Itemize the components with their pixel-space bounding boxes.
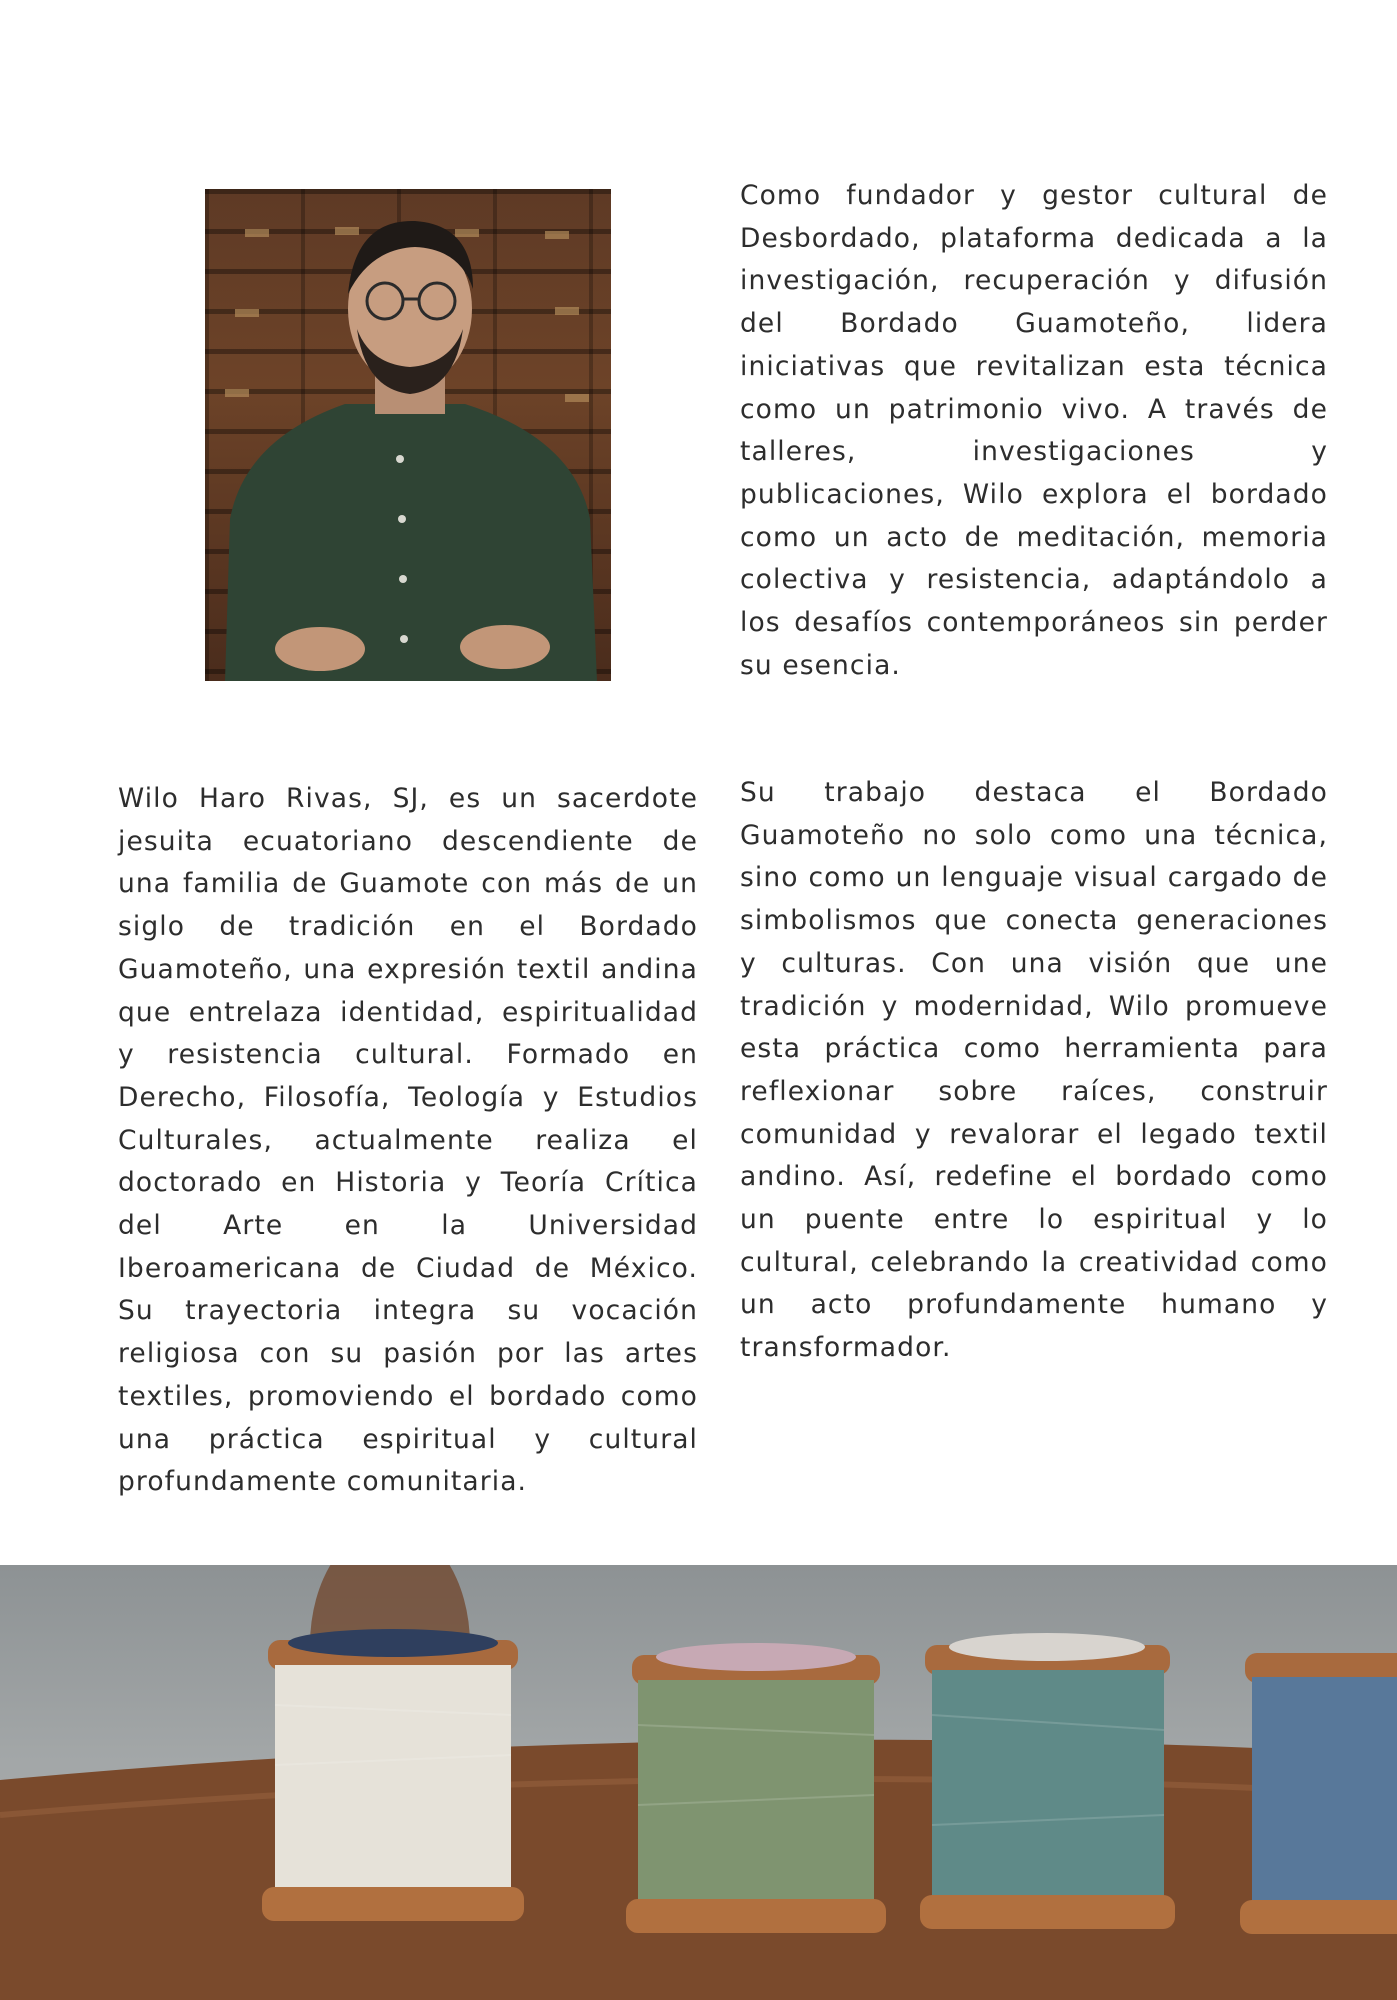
bio-paragraph-intro: Como fundador y gestor cultural de Desbordado, plataforma dedicada a la investigación, recuperación y difusión del Bordado Guamoteño, lidera iniciativas que revitalizan esta técnica como un patrimonio vivo. A través de talleres, investigaciones y publicaciones, Wilo explora el bordado como un acto de meditación, memoria colectiva y resistencia, adaptándolo a los desafíos contemporáneos sin perder su esencia. [740,180,1328,681]
bio-paragraph-work: Su trabajo destaca el Bordado Guamoteño no solo como una técnica, sino como un lenguaje visual cargado de simbolismos que conecta generaciones y culturas. Con una visión que une tradición y modernidad, Wilo promueve esta práctica como herramienta para reflexionar sobre raíces, construir comunidad y revalorar el legado textil andino. Así, redefine el bordado como un puente entre lo espiritual y lo cultural, celebrando la creatividad como un acto profundamente humano y transformador. [740,777,1328,1364]
spool-green [626,1643,886,1933]
bio-paragraph-main: Wilo Haro Rivas, SJ, es un sacerdote jesuita ecuatoriano descendiente de una familia de Guamote con más de un siglo de tradición en el Bordado Guamoteño, una expresión textil andina que entrelaza identidad, espiritualidad y resistencia cultural. Formado en Derecho, Filosofía, Teología y Estudios Culturales, actualmente realiza el doctorado en Historia y Teoría Crítica del Arte en la Universidad Iberoamericana de Ciudad de México. Su trayectoria integra su vocación religiosa con su pasión por las artes textiles, promoviendo el bordado como una práctica espiritual y cultural profundamente comunitaria. [118,783,698,1498]
spool-white [262,1629,524,1921]
thread-spools-photo [0,1565,1397,2000]
spool-blue [1240,1653,1397,1934]
portrait-photo [205,189,611,681]
spool-teal [920,1633,1175,1929]
